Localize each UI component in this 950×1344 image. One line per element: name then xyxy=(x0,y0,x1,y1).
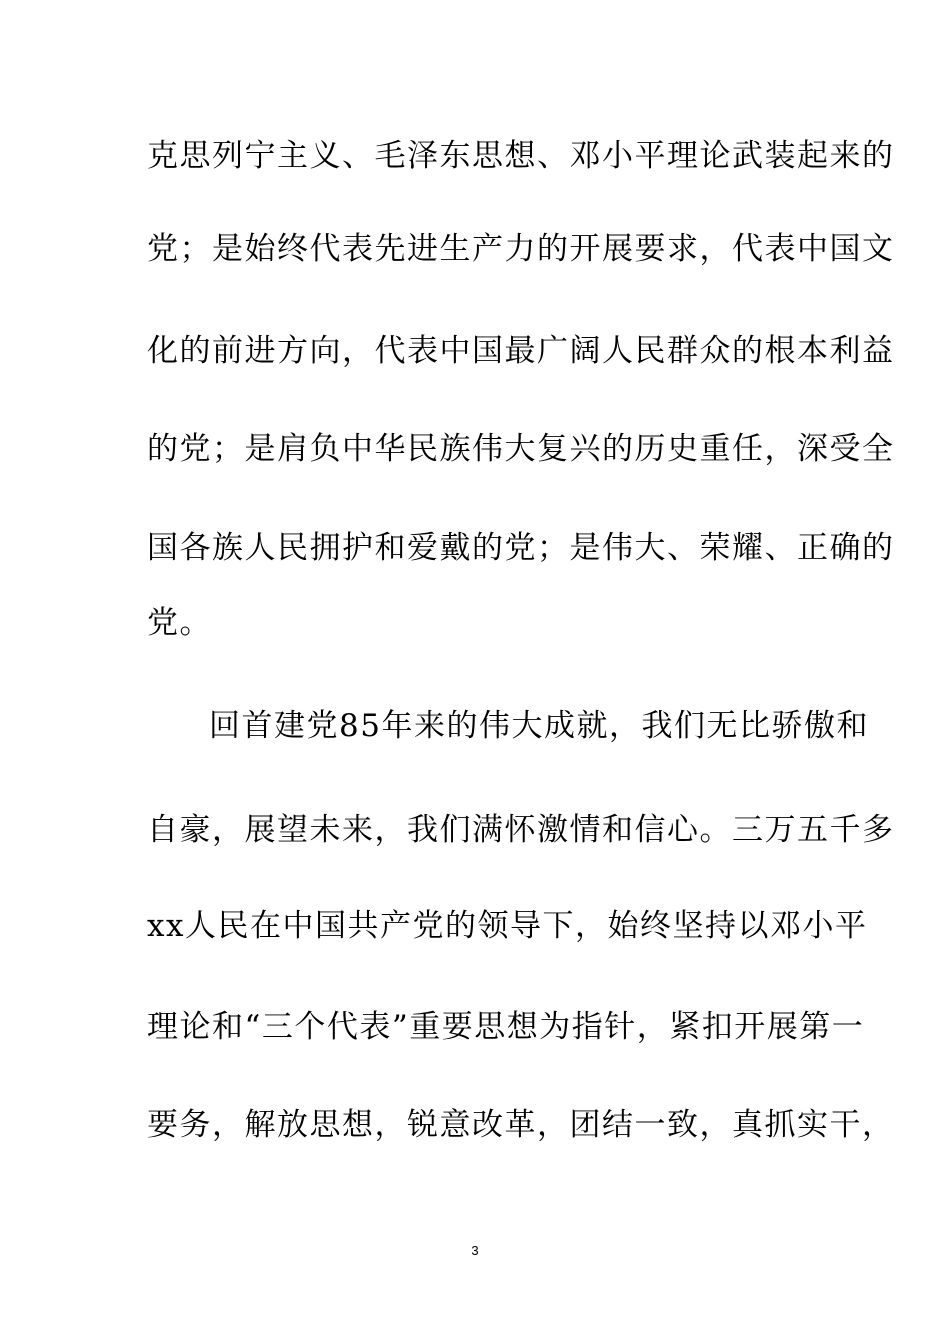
body-text-line: 要务，解放思想，锐意改革，团结一致，真抓实干， xyxy=(147,1107,895,1143)
body-text-line: 理论和“三个代表”重要思想为指针，紧扣开展第一 xyxy=(147,1009,865,1045)
body-text-line: 自豪，展望未来，我们满怀激情和信心。三万五千多 xyxy=(147,812,895,848)
body-text-line: 化的前进方向，代表中国最广阔人民群众的根本利益 xyxy=(147,333,895,369)
body-text-line: 的党；是肩负中华民族伟大复兴的历史重任，深受全 xyxy=(147,431,895,467)
body-text-line: 党；是始终代表先进生产力的开展要求，代表中国文 xyxy=(147,231,895,267)
body-text-line: 国各族人民拥护和爱戴的党；是伟大、荣耀、正确的 xyxy=(147,530,895,566)
page-number: 3 xyxy=(471,1243,479,1258)
body-text-line: 克思列宁主义、毛泽东思想、邓小平理论武装起来的 xyxy=(147,138,895,174)
body-text-line: 党。 xyxy=(147,605,212,641)
paragraph-first-line: 回首建党85年来的伟大成就，我们无比骄傲和 xyxy=(209,708,869,744)
body-text-line: xx人民在中国共产党的领导下，始终坚持以邓小平 xyxy=(147,908,868,944)
